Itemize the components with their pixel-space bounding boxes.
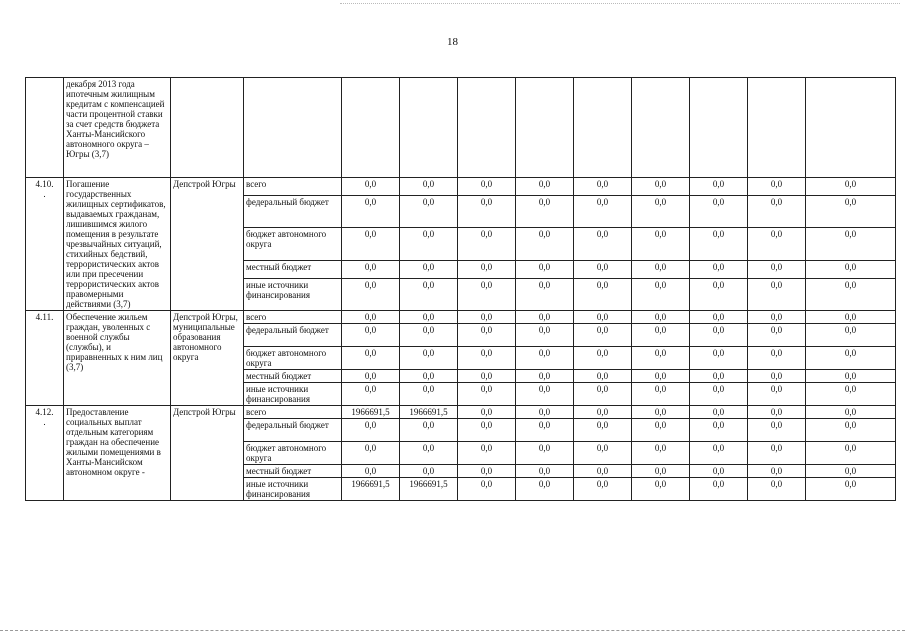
- value-cell: 0,0: [574, 228, 632, 260]
- value-cell: 0,0: [342, 228, 400, 260]
- value-cell: 0,0: [458, 419, 516, 442]
- value-cell: 0,0: [748, 370, 806, 383]
- value-cell: 0,0: [458, 347, 516, 370]
- value-cell: 0,0: [748, 324, 806, 347]
- value-cell: 0,0: [342, 465, 400, 478]
- value-cell: 0,0: [632, 383, 690, 406]
- value-cell: [342, 78, 400, 178]
- value-cell: 0,0: [516, 442, 574, 465]
- measure-name-cell: Обеспечение жильем граждан, уволенных с военной службы (службы), и приравненных к ним лиц (3,7): [64, 311, 171, 406]
- value-cell: 0,0: [516, 406, 574, 419]
- value-cell: 0,0: [342, 196, 400, 228]
- value-cell: 0,0: [400, 347, 458, 370]
- value-cell: 0,0: [748, 278, 806, 310]
- value-cell: 0,0: [748, 465, 806, 478]
- value-cell: 0,0: [400, 465, 458, 478]
- value-cell: 0,0: [632, 347, 690, 370]
- scan-artifact-top: [340, 3, 900, 4]
- value-cell: 0,0: [632, 311, 690, 324]
- executor-cell: Депстрой Югры: [171, 406, 244, 501]
- value-cell: 0,0: [806, 196, 896, 228]
- funding-source-cell: всего: [244, 311, 342, 324]
- value-cell: 0,0: [806, 478, 896, 501]
- executor-cell: Депстрой Югры, муниципальные образования автономного округа: [171, 311, 244, 406]
- funding-source-cell: иные источники финансирования: [244, 278, 342, 310]
- value-cell: 0,0: [400, 370, 458, 383]
- value-cell: 0,0: [632, 419, 690, 442]
- value-cell: 0,0: [342, 278, 400, 310]
- funding-source-cell: иные источники финансирования: [244, 478, 342, 501]
- value-cell: 0,0: [516, 419, 574, 442]
- value-cell: 0,0: [516, 178, 574, 196]
- value-cell: 0,0: [400, 260, 458, 278]
- funding-source-cell: всего: [244, 406, 342, 419]
- value-cell: 0,0: [748, 419, 806, 442]
- value-cell: 0,0: [574, 465, 632, 478]
- value-cell: 0,0: [342, 311, 400, 324]
- value-cell: [748, 78, 806, 178]
- value-cell: 0,0: [748, 228, 806, 260]
- funding-source-cell: местный бюджет: [244, 465, 342, 478]
- value-cell: 0,0: [516, 196, 574, 228]
- value-cell: 0,0: [458, 442, 516, 465]
- value-cell: 0,0: [458, 478, 516, 501]
- value-cell: [516, 78, 574, 178]
- measure-name-cell: декабря 2013 года ипотечным жилищным кредитам с компенсацией части процентной ставки за счет средств бюджета Ханты-Мансийского автономного округа – Югры (3,7): [64, 78, 171, 178]
- value-cell: 0,0: [806, 442, 896, 465]
- value-cell: 0,0: [574, 196, 632, 228]
- value-cell: 0,0: [806, 260, 896, 278]
- value-cell: 0,0: [748, 478, 806, 501]
- value-cell: 0,0: [574, 324, 632, 347]
- table-row: [26, 406, 896, 419]
- value-cell: 0,0: [516, 370, 574, 383]
- row-mark: .: [43, 417, 46, 427]
- value-cell: 0,0: [458, 324, 516, 347]
- value-cell: 0,0: [690, 178, 748, 196]
- value-cell: [574, 78, 632, 178]
- value-cell: 0,0: [400, 196, 458, 228]
- value-cell: 0,0: [342, 419, 400, 442]
- measure-name-cell: Погашение государственных жилищных сертификатов, выдаваемых гражданам, лишившимся жилого помещения в результате чрезвычайных ситуаций, стихийных бедствий, террористических актов или при пресечении террористических актов правомерными действиями (3,7): [64, 178, 171, 311]
- value-cell: 0,0: [748, 442, 806, 465]
- value-cell: 0,0: [748, 260, 806, 278]
- value-cell: 0,0: [632, 196, 690, 228]
- funding-source-cell: федеральный бюджет: [244, 324, 342, 347]
- funding-source-cell: иные источники финансирования: [244, 383, 342, 406]
- value-cell: 0,0: [342, 442, 400, 465]
- value-cell: 1966691,5: [342, 406, 400, 419]
- row-number-cell: [26, 178, 64, 311]
- value-cell: 0,0: [690, 347, 748, 370]
- value-cell: [458, 78, 516, 178]
- value-cell: [806, 78, 896, 178]
- value-cell: 0,0: [516, 278, 574, 310]
- funding-source-cell: бюджет автономного округа: [244, 228, 342, 260]
- funding-source-cell: федеральный бюджет: [244, 419, 342, 442]
- value-cell: 0,0: [516, 478, 574, 501]
- value-cell: 0,0: [400, 383, 458, 406]
- value-cell: 0,0: [458, 465, 516, 478]
- value-cell: 0,0: [342, 260, 400, 278]
- row-mark: .: [43, 189, 46, 199]
- value-cell: 0,0: [632, 324, 690, 347]
- measure-name-cell: Предоставление социальных выплат отдельным категориям граждан на обеспечение жилыми помещениями в Ханты-Мансийском автономном округе -: [64, 406, 171, 501]
- value-cell: 0,0: [748, 196, 806, 228]
- page-number: 18: [447, 36, 458, 48]
- value-cell: 0,0: [342, 383, 400, 406]
- value-cell: 0,0: [516, 311, 574, 324]
- value-cell: 1966691,5: [342, 478, 400, 501]
- value-cell: 0,0: [806, 406, 896, 419]
- value-cell: 0,0: [632, 478, 690, 501]
- value-cell: 0,0: [458, 311, 516, 324]
- value-cell: 0,0: [748, 383, 806, 406]
- value-cell: 0,0: [574, 406, 632, 419]
- funding-source-cell: бюджет автономного округа: [244, 347, 342, 370]
- value-cell: 0,0: [806, 347, 896, 370]
- value-cell: 0,0: [690, 311, 748, 324]
- value-cell: 0,0: [458, 260, 516, 278]
- value-cell: 0,0: [690, 278, 748, 310]
- value-cell: 0,0: [400, 442, 458, 465]
- row-number: 4.11.: [35, 312, 54, 322]
- scan-artifact-bottom: [0, 630, 905, 631]
- value-cell: 0,0: [632, 370, 690, 383]
- value-cell: 0,0: [574, 178, 632, 196]
- row-number-cell: [26, 78, 64, 178]
- value-cell: 0,0: [342, 370, 400, 383]
- value-cell: 0,0: [458, 228, 516, 260]
- value-cell: 0,0: [400, 278, 458, 310]
- value-cell: [690, 78, 748, 178]
- continuation-row: [26, 78, 896, 178]
- value-cell: 0,0: [690, 442, 748, 465]
- value-cell: 0,0: [632, 278, 690, 310]
- value-cell: 0,0: [690, 260, 748, 278]
- value-cell: 0,0: [632, 442, 690, 465]
- row-number: 4.12.: [35, 407, 54, 417]
- value-cell: 0,0: [632, 260, 690, 278]
- value-cell: 0,0: [632, 465, 690, 478]
- value-cell: 0,0: [342, 178, 400, 196]
- budget-table: [25, 77, 896, 501]
- funding-source-cell: федеральный бюджет: [244, 196, 342, 228]
- value-cell: 0,0: [632, 178, 690, 196]
- value-cell: 0,0: [458, 370, 516, 383]
- value-cell: 0,0: [400, 324, 458, 347]
- table-row: [26, 178, 896, 196]
- value-cell: 0,0: [516, 465, 574, 478]
- value-cell: 0,0: [690, 383, 748, 406]
- value-cell: 0,0: [806, 370, 896, 383]
- value-cell: 0,0: [458, 383, 516, 406]
- value-cell: 0,0: [690, 406, 748, 419]
- source-cell: [244, 78, 342, 178]
- funding-source-cell: бюджет автономного округа: [244, 442, 342, 465]
- value-cell: 0,0: [400, 178, 458, 196]
- value-cell: 1966691,5: [400, 478, 458, 501]
- value-cell: 0,0: [806, 383, 896, 406]
- value-cell: 0,0: [342, 324, 400, 347]
- value-cell: 0,0: [748, 406, 806, 419]
- value-cell: 0,0: [806, 178, 896, 196]
- funding-source-cell: местный бюджет: [244, 260, 342, 278]
- funding-source-cell: местный бюджет: [244, 370, 342, 383]
- value-cell: 0,0: [574, 370, 632, 383]
- value-cell: [632, 78, 690, 178]
- value-cell: 0,0: [806, 324, 896, 347]
- value-cell: 0,0: [516, 347, 574, 370]
- row-number: 4.10.: [35, 179, 54, 189]
- value-cell: 0,0: [458, 178, 516, 196]
- value-cell: 0,0: [400, 228, 458, 260]
- value-cell: 0,0: [400, 419, 458, 442]
- value-cell: 0,0: [748, 178, 806, 196]
- row-number-cell: [26, 311, 64, 406]
- value-cell: 0,0: [574, 347, 632, 370]
- value-cell: 0,0: [806, 465, 896, 478]
- value-cell: 0,0: [574, 260, 632, 278]
- value-cell: 0,0: [690, 370, 748, 383]
- value-cell: 0,0: [806, 278, 896, 310]
- value-cell: 0,0: [690, 196, 748, 228]
- value-cell: 0,0: [632, 228, 690, 260]
- value-cell: 0,0: [806, 311, 896, 324]
- value-cell: 0,0: [400, 311, 458, 324]
- value-cell: [400, 78, 458, 178]
- value-cell: 0,0: [516, 228, 574, 260]
- value-cell: 0,0: [574, 278, 632, 310]
- value-cell: 0,0: [748, 347, 806, 370]
- value-cell: 0,0: [516, 383, 574, 406]
- table-row: [26, 311, 896, 324]
- value-cell: 0,0: [574, 478, 632, 501]
- value-cell: 0,0: [806, 228, 896, 260]
- value-cell: 0,0: [458, 196, 516, 228]
- value-cell: 0,0: [748, 311, 806, 324]
- value-cell: 0,0: [690, 228, 748, 260]
- row-number-cell: [26, 406, 64, 501]
- value-cell: 0,0: [458, 278, 516, 310]
- value-cell: 0,0: [574, 442, 632, 465]
- value-cell: 0,0: [690, 419, 748, 442]
- value-cell: 0,0: [690, 324, 748, 347]
- value-cell: 0,0: [632, 406, 690, 419]
- value-cell: 0,0: [806, 419, 896, 442]
- value-cell: 0,0: [574, 311, 632, 324]
- budget-table-body: [26, 78, 896, 501]
- value-cell: 0,0: [516, 260, 574, 278]
- value-cell: 0,0: [516, 324, 574, 347]
- value-cell: 0,0: [574, 383, 632, 406]
- value-cell: 0,0: [690, 465, 748, 478]
- value-cell: 0,0: [342, 347, 400, 370]
- value-cell: 0,0: [458, 406, 516, 419]
- value-cell: 0,0: [690, 478, 748, 501]
- funding-source-cell: всего: [244, 178, 342, 196]
- value-cell: 1966691,5: [400, 406, 458, 419]
- executor-cell: Депстрой Югры: [171, 178, 244, 311]
- value-cell: 0,0: [574, 419, 632, 442]
- executor-cell: [171, 78, 244, 178]
